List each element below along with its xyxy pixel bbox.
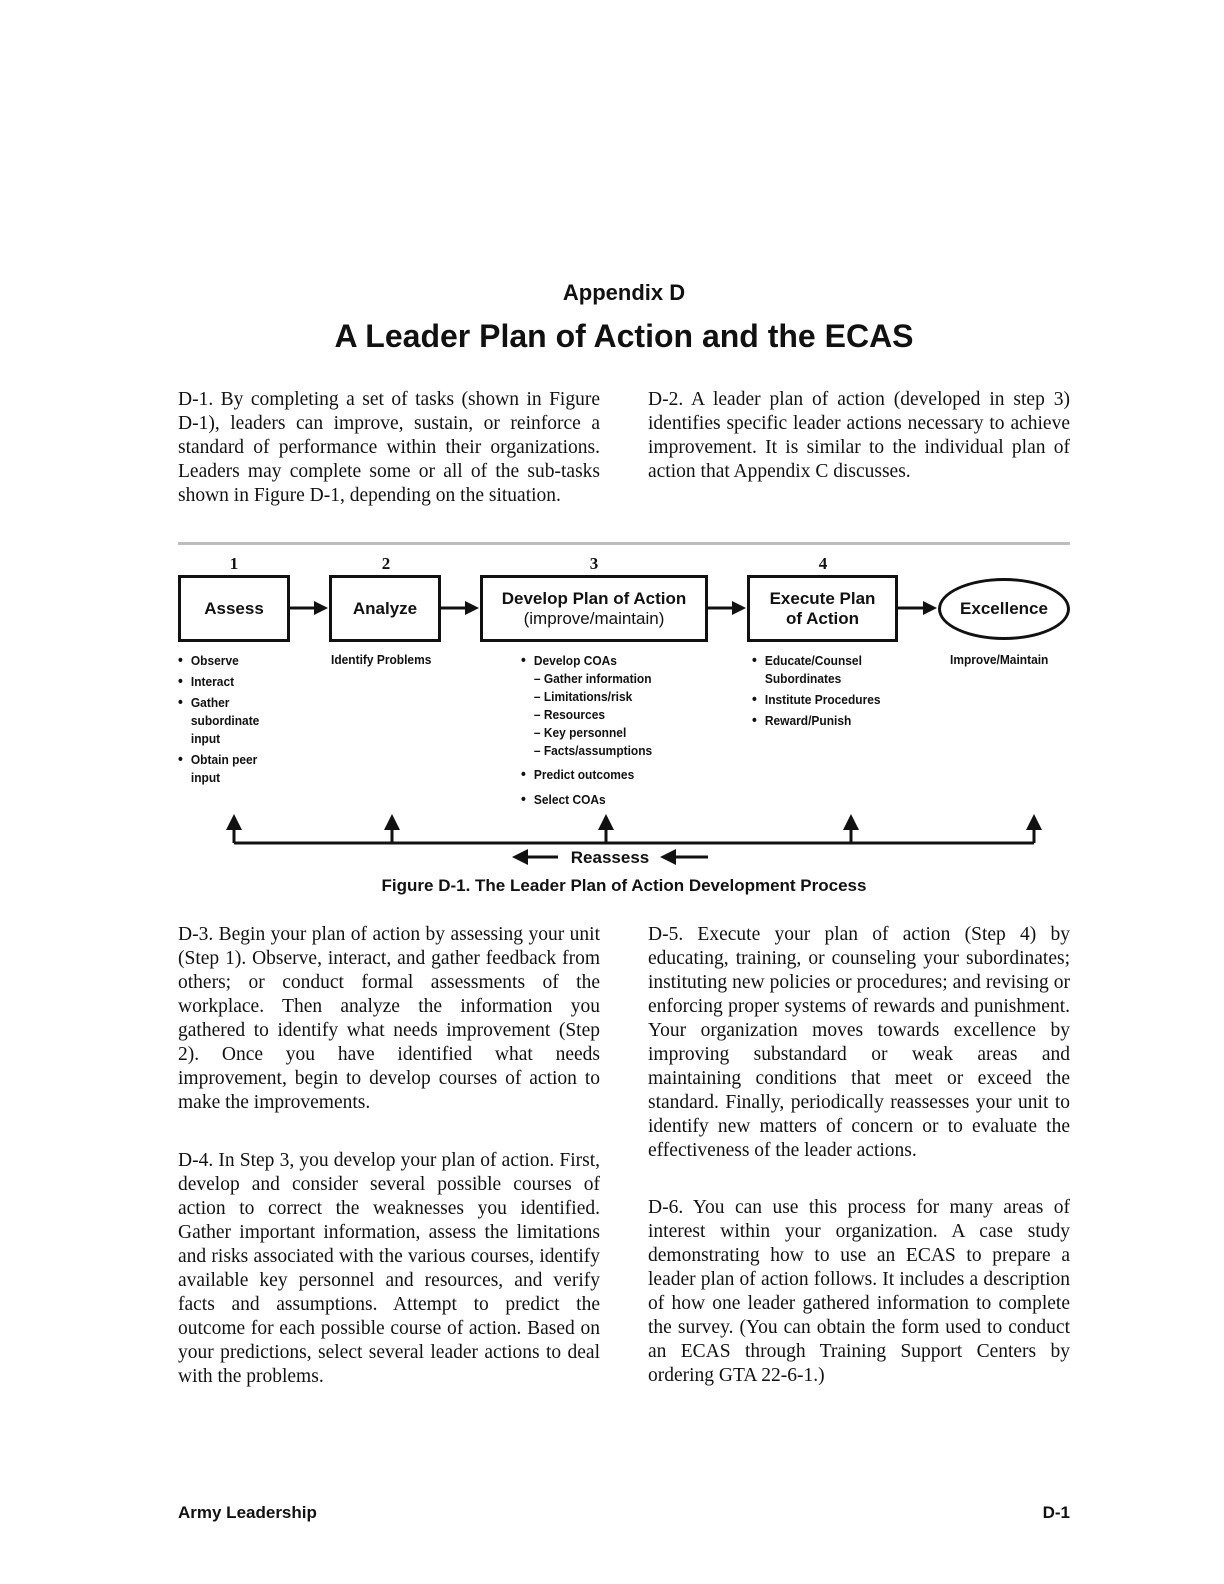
list-subitem: – Resources (533, 707, 606, 722)
analyze-note: Identify Problems (331, 652, 432, 667)
execute-plan-box-label-line1: Execute Plan (769, 588, 876, 608)
page-title: A Leader Plan of Action and the ECAS (334, 318, 914, 354)
excellence-note: Improve/Maintain (950, 652, 1049, 667)
list-item: • Select COAs (521, 791, 687, 809)
list-subitem: – Key personnel (533, 725, 627, 740)
step-number-3: 3 (589, 554, 599, 573)
paragraph-d6: D-6. You can use this process for many areas of interest within your organization. A case study demonstrating how to use an ECAS to prepare a leader plan of action follows. It includes a description of how one leader gathered information to complete the survey. (You can obtain the form used to conduct an ECAS through Training Support Centers by ordering GTA 22-6-1.) (648, 1197, 1070, 1386)
assess-tasks-list (178, 652, 279, 790)
up-arrow-analyze (384, 814, 400, 830)
excellence-label: Excellence (960, 599, 1048, 618)
paragraph-d1: D-1. By completing a set of tasks (shown in Figure D-1), leaders can improve, sustain, or reinforce a standard of performance within their organizations. Leaders may complete some or all of the sub-tasks shown in Figure D-1, depending on the situation. (178, 389, 600, 506)
list-item: • Predict outcomes (521, 766, 687, 784)
step-number-2: 2 (381, 554, 391, 573)
develop-tasks-list (521, 652, 687, 812)
analyze-box-label: Analyze (352, 598, 418, 618)
up-arrow-execute (843, 814, 859, 830)
list-item: • Interact (178, 673, 279, 691)
list-item: • Reward/Punish (752, 712, 899, 730)
footer-page-number: D-1 (1042, 1503, 1070, 1522)
develop-plan-box (480, 575, 708, 642)
paragraph-d3: D-3. Begin your plan of action by assessing your unit (Step 1). Observe, interact, and gather feedback from others; or conduct formal assessments of the workplace. Then analyze the information you gathered to identify what needs improvement (Step 2). Once you have identified what needs improvement, begin to develop courses of action to make the improvements. (178, 924, 600, 1113)
reassess-arrow-left (512, 849, 528, 865)
list-subitem: – Limitations/risk (533, 689, 633, 704)
step-number-1: 1 (229, 554, 239, 573)
paragraph-d2: D-2. A leader plan of action (developed in step 3) identifies specific leader actions necessary to achieve improvement. It is similar to the individual plan of action that Appendix C discusses. (648, 389, 1070, 482)
assess-box (178, 575, 290, 642)
reassess-label: Reassess (570, 848, 650, 867)
list-item: • Observe (178, 652, 279, 670)
list-item: • Educate/Counsel Subordinates (752, 652, 899, 688)
paragraph-d5: D-5. Execute your plan of action (Step 4) by educating, training, or counseling your subordinates; instituting new policies or procedures; and revising or enforcing proper systems of rewards and punishment. Your organization moves towards excellence by improving substandard or weak areas and maintaining conditions that meet or exceed the standard. Finally, periodically reassesses your unit to identify new matters of concern or to evaluate the effectiveness of the leader actions. (648, 924, 1070, 1161)
list-item: • Institute Procedures (752, 691, 899, 709)
footer-publication-title: Army Leadership (178, 1503, 317, 1522)
appendix-label: Appendix D (562, 280, 686, 305)
develop-plan-box-subtitle: (improve/maintain) (523, 608, 665, 628)
execute-tasks-list (752, 652, 899, 733)
analyze-box (329, 575, 441, 642)
list-subitem: – Facts/assumptions (533, 743, 653, 758)
step-number-4: 4 (818, 554, 828, 573)
figure-caption: Figure D-1. The Leader Plan of Action Development Process (381, 876, 867, 895)
excellence-oval (938, 578, 1070, 640)
develop-plan-box-label: Develop Plan of Action (501, 588, 687, 608)
list-item: • Obtain peer input (178, 751, 279, 787)
reassess-arrow-right (660, 849, 676, 865)
up-arrow-develop (598, 814, 614, 830)
up-arrow-excellence (1026, 814, 1042, 830)
list-item: • Develop COAs (521, 652, 687, 670)
assess-box-label: Assess (204, 598, 264, 618)
execute-plan-box-label-line2: of Action (785, 608, 860, 628)
paragraph-d4: D-4. In Step 3, you develop your plan of action. First, develop and consider several possible courses of action to correct the weaknesses you identified. Gather important information, assess the limitations and risks associated with the various courses, identify available key personnel and resources, and verify facts and assumptions. Attempt to predict the outcome for each possible course of action. Based on your predictions, select several leader actions to deal with the problems. (178, 1150, 600, 1387)
list-item: • Gather subordinate input (178, 694, 279, 748)
execute-plan-box (747, 575, 898, 642)
up-arrow-assess (226, 814, 242, 830)
list-subitem: – Gather information (533, 671, 652, 686)
